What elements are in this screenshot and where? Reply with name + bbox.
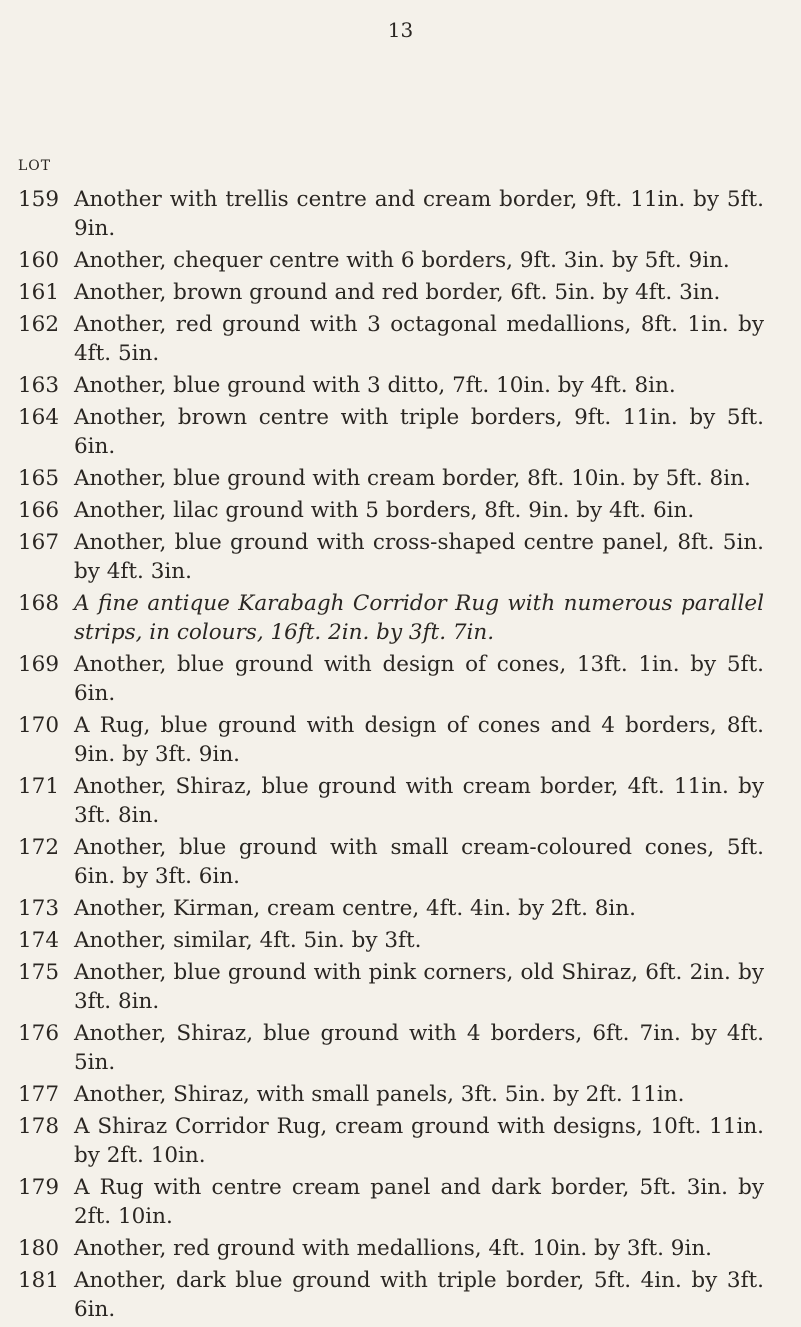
lot-description: Another, blue ground with 3 ditto, 7ft. 10in. by 4ft. 8in. xyxy=(74,373,676,398)
lot-description: Another, blue ground with design of cones, 13ft. 1in. by 5ft. 6in. xyxy=(74,652,764,706)
lot-entry xyxy=(0,1266,801,1324)
lot-number: 181 xyxy=(18,1268,60,1293)
lot-number: 159 xyxy=(18,187,60,212)
lot-entry xyxy=(0,958,801,1016)
lot-description: Another with trellis centre and cream border, 9ft. 11in. by 5ft. 9in. xyxy=(74,187,764,241)
lot-entry xyxy=(0,926,801,955)
lot-description: Another, lilac ground with 5 borders, 8ft. 9in. by 4ft. 6in. xyxy=(74,498,695,523)
lot-number: 160 xyxy=(18,248,60,273)
lot-entry xyxy=(0,650,801,708)
lot-description: A Rug with centre cream panel and dark border, 5ft. 3in. by 2ft. 10in. xyxy=(74,1175,764,1229)
lot-number: 164 xyxy=(18,405,60,430)
lot-column-header: LOT xyxy=(18,158,52,174)
lot-number: 167 xyxy=(18,530,60,555)
lot-entry xyxy=(0,496,801,525)
lot-description: A fine antique Karabagh Corridor Rug with numerous parallel strips, in colours, 16ft. 2in. by 3ft. 7in. xyxy=(74,591,764,645)
lot-entry xyxy=(0,528,801,586)
lot-number: 180 xyxy=(18,1236,60,1261)
lot-description: Another, blue ground with small cream-coloured cones, 5ft. 6in. by 3ft. 6in. xyxy=(74,835,764,889)
lot-entry xyxy=(0,1112,801,1170)
lot-description: Another, Shiraz, blue ground with 4 borders, 6ft. 7in. by 4ft. 5in. xyxy=(74,1021,764,1075)
lot-entry xyxy=(0,246,801,275)
lot-description: Another, blue ground with cream border, 8ft. 10in. by 5ft. 8in. xyxy=(74,466,751,491)
lot-number: 176 xyxy=(18,1021,60,1046)
lot-entry xyxy=(0,310,801,368)
lot-number: 161 xyxy=(18,280,60,305)
lot-entry xyxy=(0,278,801,307)
lot-description: Another, dark blue ground with triple border, 5ft. 4in. by 3ft. 6in. xyxy=(74,1268,764,1322)
lot-entry xyxy=(0,1173,801,1231)
lot-number: 162 xyxy=(18,312,60,337)
lot-number: 166 xyxy=(18,498,60,523)
lot-number: 179 xyxy=(18,1175,60,1200)
lot-entry xyxy=(0,464,801,493)
lot-number: 168 xyxy=(18,591,60,616)
lot-entry xyxy=(0,772,801,830)
lot-description: Another, red ground with 3 octagonal medallions, 8ft. 1in. by 4ft. 5in. xyxy=(74,312,764,366)
lot-description: A Shiraz Corridor Rug, cream ground with designs, 10ft. 11in. by 2ft. 10in. xyxy=(74,1114,764,1168)
lot-number: 175 xyxy=(18,960,60,985)
lot-entry xyxy=(0,371,801,400)
lot-entry xyxy=(0,185,801,243)
lot-number: 165 xyxy=(18,466,60,491)
lot-entry xyxy=(0,894,801,923)
lot-entry xyxy=(0,1019,801,1077)
lot-description: A Rug, blue ground with design of cones and 4 borders, 8ft. 9in. by 3ft. 9in. xyxy=(74,713,764,767)
lot-entry xyxy=(0,711,801,769)
lot-description: Another, Shiraz, blue ground with cream border, 4ft. 11in. by 3ft. 8in. xyxy=(74,774,764,828)
lot-description: Another, Kirman, cream centre, 4ft. 4in. by 2ft. 8in. xyxy=(74,896,636,921)
lot-entry xyxy=(0,403,801,461)
page-number: 13 xyxy=(387,18,414,42)
lot-description: Another, similar, 4ft. 5in. by 3ft. xyxy=(74,928,422,953)
lot-description: Another, brown ground and red border, 6ft. 5in. by 4ft. 3in. xyxy=(74,280,721,305)
lot-number: 173 xyxy=(18,896,60,921)
lot-entry xyxy=(0,1234,801,1263)
lot-number: 178 xyxy=(18,1114,60,1139)
lot-description: Another, blue ground with cross-shaped centre panel, 8ft. 5in. by 4ft. 3in. xyxy=(74,530,764,584)
lot-description: Another, brown centre with triple borders, 9ft. 11in. by 5ft. 6in. xyxy=(74,405,764,459)
lot-description: Another, chequer centre with 6 borders, 9ft. 3in. by 5ft. 9in. xyxy=(74,248,730,273)
lot-number: 174 xyxy=(18,928,60,953)
lot-description: Another, blue ground with pink corners, old Shiraz, 6ft. 2in. by 3ft. 8in. xyxy=(74,960,764,1014)
lot-entry xyxy=(0,833,801,891)
lot-number: 171 xyxy=(18,774,60,799)
lot-entry xyxy=(0,1080,801,1109)
lot-number: 163 xyxy=(18,373,60,398)
lot-description: Another, red ground with medallions, 4ft. 10in. by 3ft. 9in. xyxy=(74,1236,713,1261)
lot-number: 177 xyxy=(18,1082,60,1107)
lot-description: Another, Shiraz, with small panels, 3ft. 5in. by 2ft. 11in. xyxy=(74,1082,685,1107)
lot-list xyxy=(0,185,801,1327)
lot-number: 169 xyxy=(18,652,60,677)
lot-number: 170 xyxy=(18,713,60,738)
lot-number: 172 xyxy=(18,835,60,860)
lot-entry xyxy=(0,589,801,647)
